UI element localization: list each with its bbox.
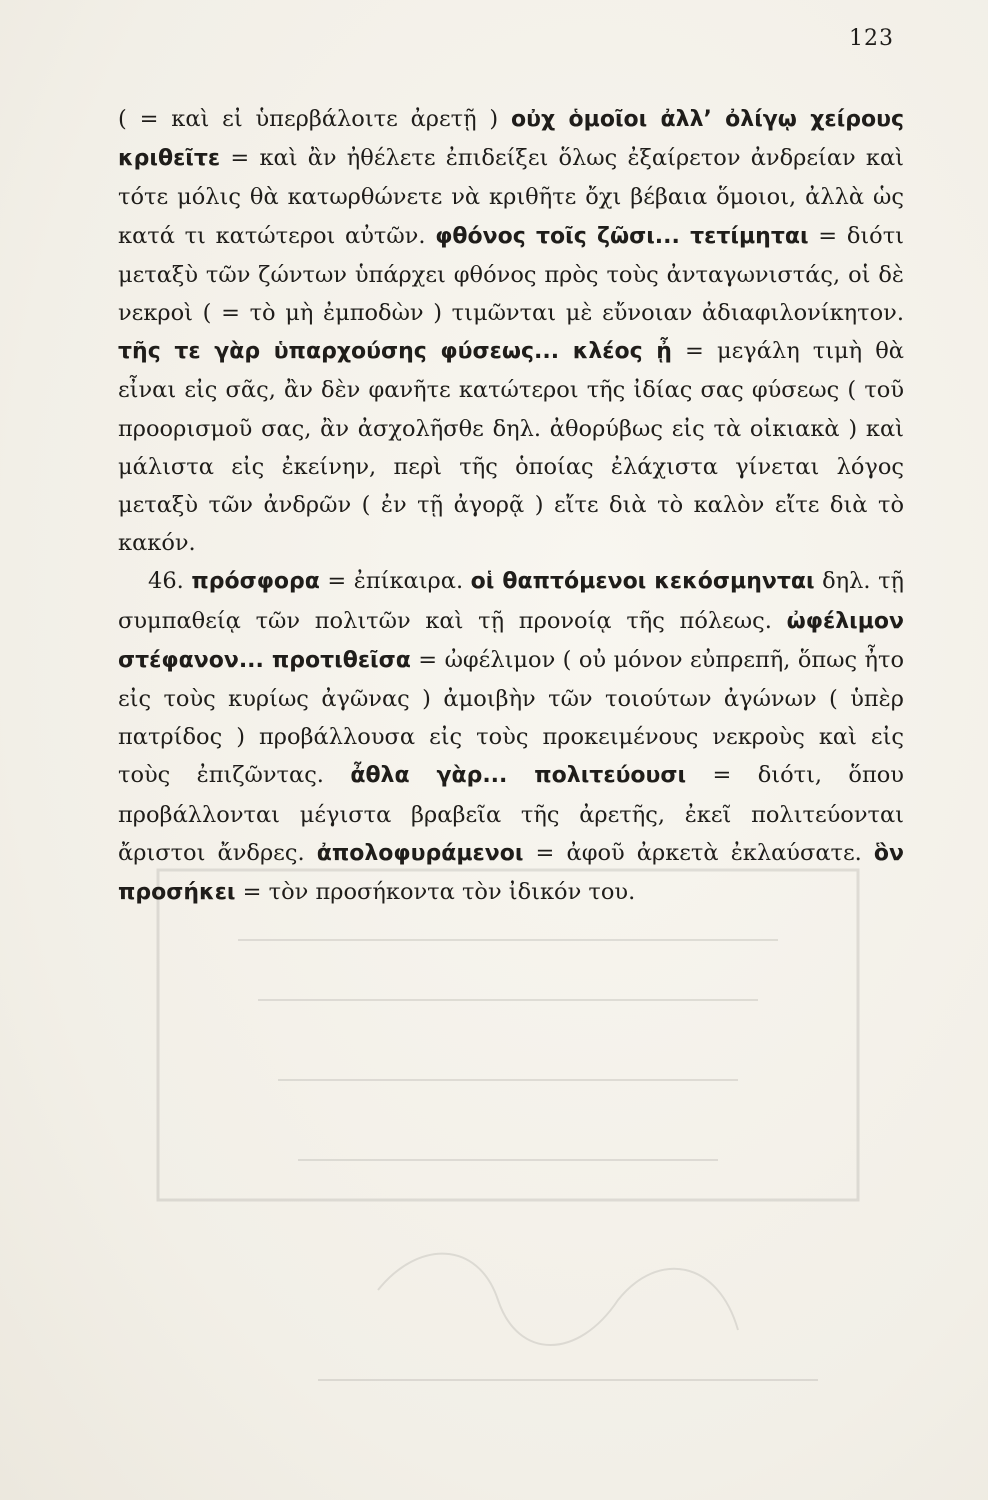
commentary-text: = διότι μεταξὺ τῶν ζώντων ὑπάρχει φθόνος πρὸς τοὺς ἀνταγωνιστάς, οἱ δὲ νεκροὶ ( = τὸ μὴ ἐμποδὼν ) τιμῶνται μὲ εὔνοιαν ἀδιαφιλονίκητον.	[118, 222, 904, 327]
lemma-term: φθόνος τοῖς ζῶσι... τετίμηται	[435, 223, 809, 249]
commentary-text: = τὸν προσήκοντα τὸν ἰδικόν του.	[235, 879, 636, 906]
lemma-term: ὠφέλιμον στέφανον... προτιθεῖσα	[118, 608, 904, 673]
commentary-text: = ἐπίκαιρα.	[319, 568, 471, 595]
commentary-text: = ἀφοῦ ἀρκετὰ ἐκλαύσατε.	[523, 839, 874, 866]
lemma-term: ὃν προσήκει	[118, 840, 904, 906]
lemma-term: πρόσφορα	[191, 569, 320, 595]
commentary-text: = καὶ ἂν ἠθέλετε ἐπιδείξει ὅλως ἐξαίρετον ἀνδρείαν καὶ τότε μόλις θὰ κατωρθώνετε νὰ κριθῆτε ὄχι βέβαια ὅμοιοι, ἀλλὰ ὡς κατά τι κατώτεροι αὐτῶν.	[118, 145, 904, 249]
commentary-text: = μεγάλη τιμὴ θὰ εἶναι εἰς σᾶς, ἂν δὲν φανῆτε κατώτεροι τῆς ἰδίας σας φύσεως ( τοῦ προορισμοῦ σας, ἂν ἀσχολῆσθε δηλ. ἀθορύβως εἰς τὰ οἰκιακὰ ) καὶ μάλιστα εἰς ἐκείνην, περὶ τῆς ὁποίας ἐλάχιστα γίνεται λόγος μεταξὺ τῶν ἀνδρῶν ( ἐν τῇ ἀγορᾷ ) εἴτε διὰ τὸ καλὸν εἴτε διὰ τὸ κακόν.	[118, 338, 904, 557]
lemma-term: οἱ θαπτόμενοι κεκόσμηνται	[470, 569, 815, 595]
page-text	[118, 100, 904, 912]
paragraph	[118, 562, 904, 912]
commentary-text: ( = καὶ εἰ ὑπερβάλοιτε ἀρετῇ )	[118, 106, 512, 132]
lemma-term: οὐχ ὁμοῖοι ἀλλ’ ὀλίγῳ χείρους κριθεῖτε	[118, 107, 904, 172]
commentary-text: 46.	[148, 568, 192, 595]
show-through-illustration	[118, 860, 908, 1420]
commentary-text: = διότι, ὅπου προβάλλονται μέγιστα βραβεῖα τῆς ἀρετῆς, ἐκεῖ πολιτεύονται ἄριστοι ἄνδρες.	[118, 762, 904, 866]
commentary-text: δηλ. τῇ συμπαθείᾳ τῶν πολιτῶν καὶ τῇ προνοίᾳ τῆς πόλεως.	[118, 568, 905, 634]
lemma-term: ἀπολοφυράμενοι	[316, 840, 524, 866]
lemma-term: τῆς τε γὰρ ὑπαρχούσης φύσεως... κλέος ᾖ	[118, 339, 672, 365]
page-number: 123	[849, 26, 894, 51]
paragraph	[118, 100, 904, 562]
lemma-term: ἆθλα γὰρ... πολιτεύουσι	[350, 763, 687, 789]
commentary-text: = ὠφέλιμον ( οὐ μόνον εὐπρεπῆ, ὅπως ἦτο εἰς τοὺς κυρίως ἀγῶνας ) ἀμοιβὴν τῶν τοιούτων ἀγώνων ( ὑπὲρ πατρίδος ) προβάλλουσα εἰς τοὺς προκειμένους νεκροὺς καὶ εἰς τοὺς ἐπιζῶντας.	[118, 646, 904, 789]
